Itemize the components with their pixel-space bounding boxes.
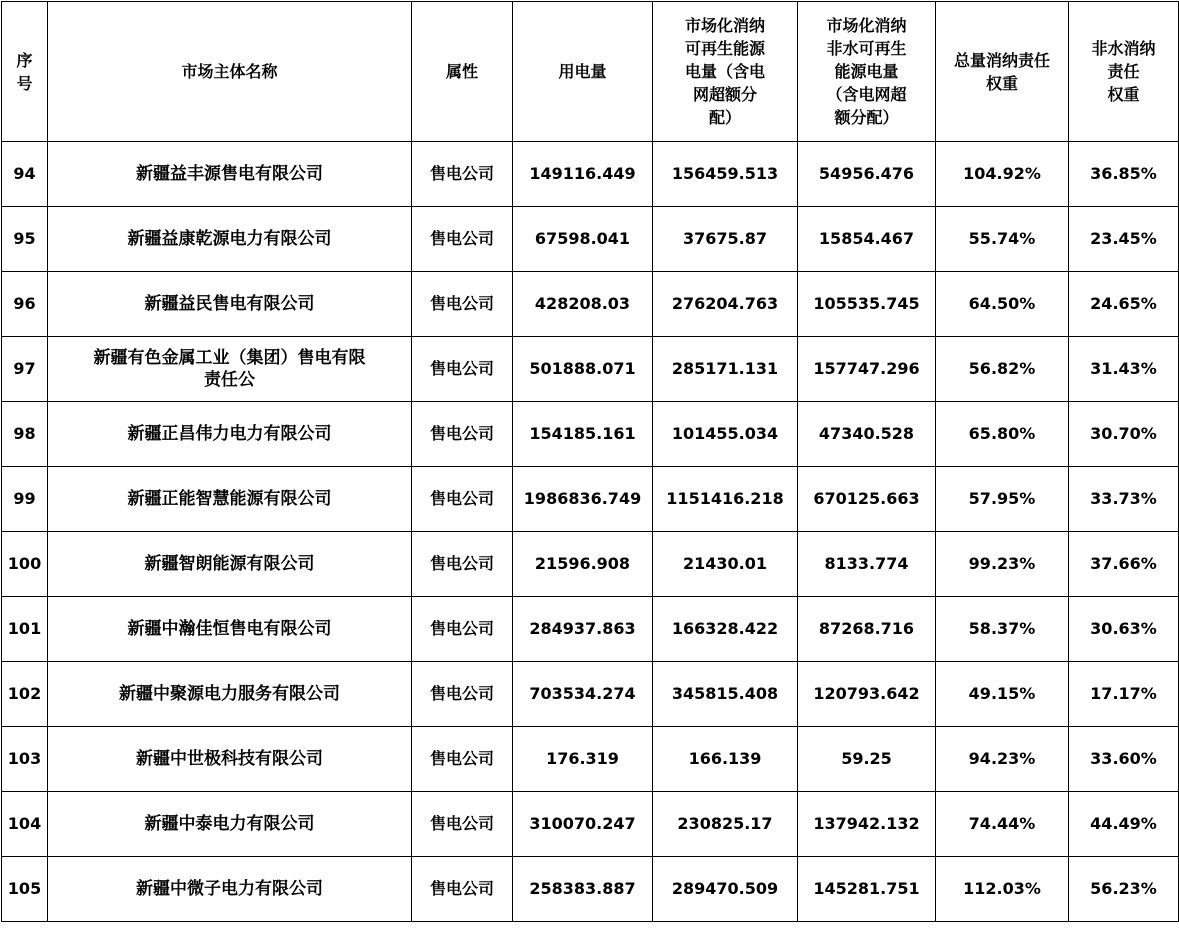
- cell-seq: 102: [2, 662, 48, 727]
- cell-nonhydro: 137942.132: [798, 792, 936, 857]
- cell-nonhydro: 54956.476: [798, 142, 936, 207]
- table-row: [2, 207, 1179, 272]
- cell-attr: 售电公司: [412, 857, 513, 922]
- cell-attr: 售电公司: [412, 207, 513, 272]
- cell-nonhydro: 145281.751: [798, 857, 936, 922]
- cell-nonhydro-weight: 30.70%: [1069, 402, 1179, 467]
- cell-attr: 售电公司: [412, 467, 513, 532]
- cell-seq: 105: [2, 857, 48, 922]
- cell-nonhydro: 47340.528: [798, 402, 936, 467]
- cell-usage: 149116.449: [513, 142, 653, 207]
- header-renewable: 市场化消纳 可再生能源 电量（含电 网超额分 配）: [653, 2, 798, 142]
- cell-renewable: 166.139: [653, 727, 798, 792]
- table-row: [2, 792, 1179, 857]
- cell-usage: 1986836.749: [513, 467, 653, 532]
- cell-usage: 428208.03: [513, 272, 653, 337]
- cell-name: 新疆智朗能源有限公司: [48, 532, 412, 597]
- cell-total-weight: 65.80%: [936, 402, 1069, 467]
- cell-renewable: 230825.17: [653, 792, 798, 857]
- cell-attr: 售电公司: [412, 727, 513, 792]
- cell-total-weight: 74.44%: [936, 792, 1069, 857]
- table-row: [2, 402, 1179, 467]
- cell-name: 新疆中聚源电力服务有限公司: [48, 662, 412, 727]
- cell-nonhydro-weight: 33.73%: [1069, 467, 1179, 532]
- table-row: [2, 532, 1179, 597]
- cell-nonhydro: 87268.716: [798, 597, 936, 662]
- table-row: [2, 142, 1179, 207]
- cell-total-weight: 49.15%: [936, 662, 1069, 727]
- header-name: 市场主体名称: [48, 2, 412, 142]
- cell-nonhydro-weight: 33.60%: [1069, 727, 1179, 792]
- cell-nonhydro-weight: 56.23%: [1069, 857, 1179, 922]
- cell-usage: 21596.908: [513, 532, 653, 597]
- cell-total-weight: 56.82%: [936, 337, 1069, 402]
- cell-renewable: 21430.01: [653, 532, 798, 597]
- header-nonhydro: 市场化消纳 非水可再生 能源电量 （含电网超 额分配）: [798, 2, 936, 142]
- cell-name: 新疆中微子电力有限公司: [48, 857, 412, 922]
- cell-nonhydro: 105535.745: [798, 272, 936, 337]
- cell-total-weight: 55.74%: [936, 207, 1069, 272]
- cell-nonhydro: 670125.663: [798, 467, 936, 532]
- cell-usage: 703534.274: [513, 662, 653, 727]
- cell-nonhydro-weight: 23.45%: [1069, 207, 1179, 272]
- table-row: [2, 337, 1179, 402]
- cell-nonhydro-weight: 24.65%: [1069, 272, 1179, 337]
- cell-total-weight: 57.95%: [936, 467, 1069, 532]
- cell-seq: 97: [2, 337, 48, 402]
- cell-seq: 103: [2, 727, 48, 792]
- cell-renewable: 345815.408: [653, 662, 798, 727]
- cell-usage: 258383.887: [513, 857, 653, 922]
- table-row: [2, 857, 1179, 922]
- cell-renewable: 37675.87: [653, 207, 798, 272]
- table-row: [2, 467, 1179, 532]
- cell-renewable: 276204.763: [653, 272, 798, 337]
- cell-name: 新疆中瀚佳恒售电有限公司: [48, 597, 412, 662]
- cell-name: 新疆正能智慧能源有限公司: [48, 467, 412, 532]
- cell-attr: 售电公司: [412, 272, 513, 337]
- table-row: [2, 662, 1179, 727]
- cell-attr: 售电公司: [412, 662, 513, 727]
- cell-name: 新疆正昌伟力电力有限公司: [48, 402, 412, 467]
- cell-nonhydro-weight: 17.17%: [1069, 662, 1179, 727]
- cell-renewable: 156459.513: [653, 142, 798, 207]
- header-attr: 属性: [412, 2, 513, 142]
- cell-usage: 67598.041: [513, 207, 653, 272]
- cell-name: 新疆中泰电力有限公司: [48, 792, 412, 857]
- cell-nonhydro: 8133.774: [798, 532, 936, 597]
- cell-nonhydro-weight: 44.49%: [1069, 792, 1179, 857]
- cell-name: 新疆益民售电有限公司: [48, 272, 412, 337]
- table-row: [2, 727, 1179, 792]
- cell-nonhydro-weight: 37.66%: [1069, 532, 1179, 597]
- table-body: [2, 142, 1179, 922]
- cell-attr: 售电公司: [412, 792, 513, 857]
- cell-nonhydro-weight: 36.85%: [1069, 142, 1179, 207]
- table-row: [2, 597, 1179, 662]
- cell-attr: 售电公司: [412, 532, 513, 597]
- cell-nonhydro: 59.25: [798, 727, 936, 792]
- cell-seq: 101: [2, 597, 48, 662]
- cell-total-weight: 99.23%: [936, 532, 1069, 597]
- cell-seq: 99: [2, 467, 48, 532]
- header-nonhydro-weight: 非水消纳 责任 权重: [1069, 2, 1179, 142]
- cell-seq: 94: [2, 142, 48, 207]
- cell-renewable: 1151416.218: [653, 467, 798, 532]
- cell-nonhydro: 120793.642: [798, 662, 936, 727]
- cell-renewable: 101455.034: [653, 402, 798, 467]
- cell-usage: 176.319: [513, 727, 653, 792]
- cell-name: 新疆有色金属工业（集团）售电有限 责任公: [48, 337, 412, 402]
- header-usage: 用电量: [513, 2, 653, 142]
- cell-attr: 售电公司: [412, 337, 513, 402]
- cell-seq: 98: [2, 402, 48, 467]
- cell-seq: 104: [2, 792, 48, 857]
- cell-seq: 95: [2, 207, 48, 272]
- cell-usage: 501888.071: [513, 337, 653, 402]
- cell-name: 新疆益丰源售电有限公司: [48, 142, 412, 207]
- cell-nonhydro: 15854.467: [798, 207, 936, 272]
- data-table: [1, 1, 1179, 922]
- cell-seq: 100: [2, 532, 48, 597]
- cell-renewable: 285171.131: [653, 337, 798, 402]
- table-row: [2, 272, 1179, 337]
- cell-attr: 售电公司: [412, 597, 513, 662]
- cell-seq: 96: [2, 272, 48, 337]
- cell-renewable: 289470.509: [653, 857, 798, 922]
- cell-name: 新疆益康乾源电力有限公司: [48, 207, 412, 272]
- cell-renewable: 166328.422: [653, 597, 798, 662]
- cell-nonhydro-weight: 31.43%: [1069, 337, 1179, 402]
- cell-attr: 售电公司: [412, 142, 513, 207]
- cell-total-weight: 58.37%: [936, 597, 1069, 662]
- cell-attr: 售电公司: [412, 402, 513, 467]
- header-total-weight: 总量消纳责任 权重: [936, 2, 1069, 142]
- cell-total-weight: 112.03%: [936, 857, 1069, 922]
- cell-usage: 154185.161: [513, 402, 653, 467]
- header-seq: 序 号: [2, 2, 48, 142]
- cell-total-weight: 94.23%: [936, 727, 1069, 792]
- cell-total-weight: 64.50%: [936, 272, 1069, 337]
- cell-name: 新疆中世极科技有限公司: [48, 727, 412, 792]
- cell-nonhydro-weight: 30.63%: [1069, 597, 1179, 662]
- cell-total-weight: 104.92%: [936, 142, 1069, 207]
- table-header-row: [2, 2, 1179, 142]
- cell-usage: 310070.247: [513, 792, 653, 857]
- cell-nonhydro: 157747.296: [798, 337, 936, 402]
- cell-usage: 284937.863: [513, 597, 653, 662]
